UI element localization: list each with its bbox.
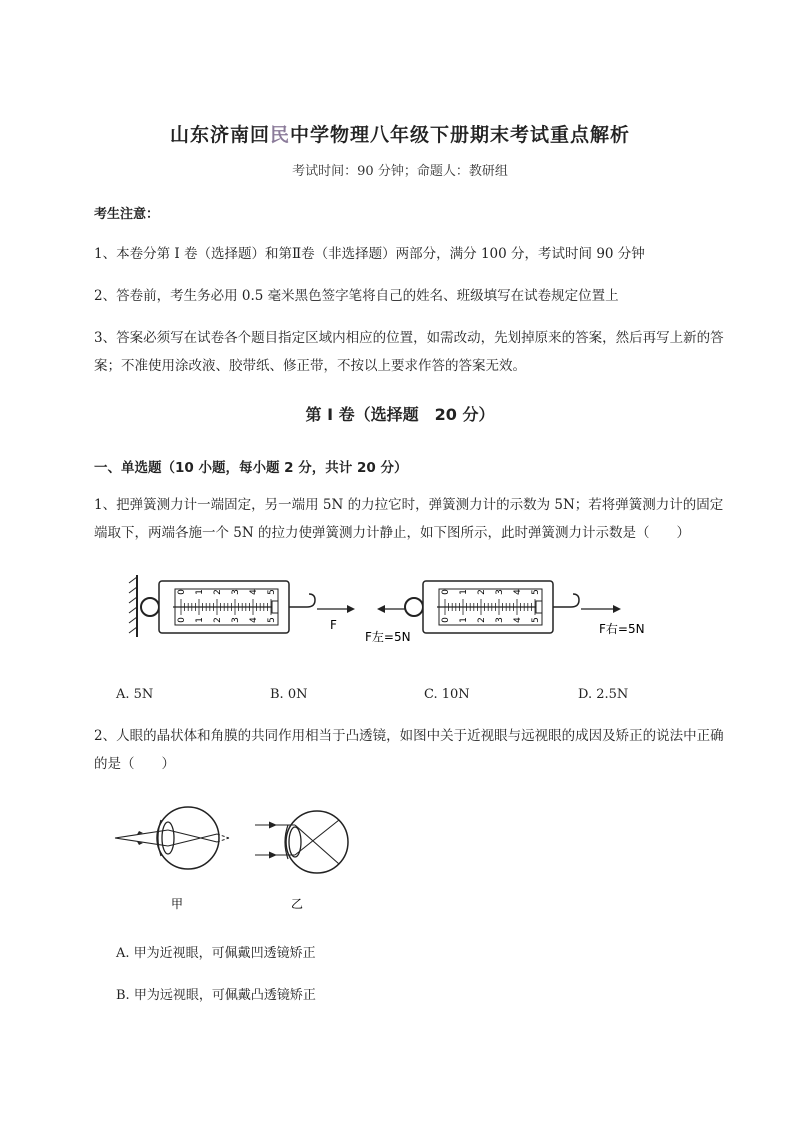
scale-digit: 0	[177, 589, 187, 595]
force-label-right: F右=5N	[599, 622, 645, 636]
force-label-left: F左=5N	[365, 630, 411, 644]
scale-digit: 2	[477, 589, 487, 595]
scale-digit: 1	[459, 617, 469, 623]
notice-item-2: 2、答卷前，考生务必用 0.5 毫米黑色签字笔将自己的姓名、班级填写在试卷规定位置上	[94, 288, 619, 304]
scale-digit: 3	[231, 617, 241, 623]
eyeball-a	[157, 807, 219, 869]
lens-b	[289, 827, 301, 857]
notice-heading: 考生注意：	[94, 207, 160, 222]
scale-digit: 5	[267, 617, 277, 623]
question-group-title: 一、单选题（10 小题，每小题 2 分，共计 20 分）	[94, 460, 408, 476]
scale-digit: 5	[531, 617, 541, 623]
scale-digit: 2	[213, 589, 223, 595]
scale-digit: 1	[195, 589, 205, 595]
force-label-f: F	[330, 618, 337, 632]
notice-item-1: 1、本卷分第 I 卷（选择题）和第Ⅱ卷（非选择题）两部分，满分 100 分，考试时间 90 分钟	[94, 246, 645, 262]
scale-digit: 5	[267, 589, 277, 595]
scale-digit: 4	[249, 589, 259, 595]
lens-a	[162, 822, 174, 854]
eye-label-b: 乙	[291, 897, 304, 911]
scale-digit: 4	[513, 617, 523, 623]
q1-option-b[interactable]: B. 0N	[270, 687, 308, 702]
eye-diagram-figure	[105, 800, 365, 915]
spring-scale-figure	[125, 565, 665, 650]
arrow-right-icon	[347, 605, 355, 613]
scale-digit: 4	[513, 589, 523, 595]
hook-icon	[571, 594, 579, 607]
scale-digit: 0	[177, 617, 187, 623]
scale-digit: 3	[495, 617, 505, 623]
hook-icon	[307, 594, 315, 607]
q1-option-c[interactable]: C. 10N	[424, 687, 470, 702]
exam-subtitle: 考试时间：90 分钟；命题人：教研组	[292, 164, 508, 179]
scale-digit: 3	[495, 589, 505, 595]
question-2-text: 2、人眼的晶状体和角膜的共同作用相当于凸透镜，如图中关于近视眼与远视眼的成因及矫正的说法中正确的是（ ）	[94, 728, 724, 772]
scale-digit: 5	[531, 589, 541, 595]
q2-option-b[interactable]: B. 甲为远视眼，可佩戴凸透镜矫正	[116, 988, 316, 1003]
q1-option-d[interactable]: D. 2.5N	[578, 687, 629, 702]
eye-label-a: 甲	[171, 897, 184, 911]
scale-digit: 2	[477, 617, 487, 623]
q2-option-a[interactable]: A. 甲为近视眼，可佩戴凹透镜矫正	[116, 946, 316, 961]
question-1-text: 1、把弹簧测力计一端固定，另一端用 5N 的力拉它时，弹簧测力计的示数为 5N；若将弹簧测力计的固定端取下，两端各施一个 5N 的拉力使弹簧测力计静止，如下图所示，此时弹簧测力计示数是（ ）	[94, 497, 724, 541]
ring-left-1	[141, 598, 159, 616]
ring-left-2	[405, 598, 423, 616]
scale-digit: 1	[459, 589, 469, 595]
scale-digit: 3	[231, 589, 241, 595]
scale-digit: 2	[213, 617, 223, 623]
q1-option-a[interactable]: A. 5N	[116, 687, 154, 702]
notice-item-3: 3、答案必须写在试卷各个题目指定区域内相应的位置，如需改动，先划掉原来的答案，然后再写上新的答案；不准使用涂改液、胶带纸、修正带，不按以上要求作答的答案无效。	[94, 330, 724, 374]
scale-digit: 0	[441, 617, 451, 623]
scale-digit: 0	[441, 589, 451, 595]
scale-digit: 1	[195, 617, 205, 623]
scale-digit: 4	[249, 617, 259, 623]
page-title: 山东济南回民中学物理八年级下册期末考试重点解析	[169, 124, 631, 146]
section-title: 第 I 卷（选择题 20 分）	[305, 405, 495, 424]
arrow-right-icon	[613, 605, 621, 613]
